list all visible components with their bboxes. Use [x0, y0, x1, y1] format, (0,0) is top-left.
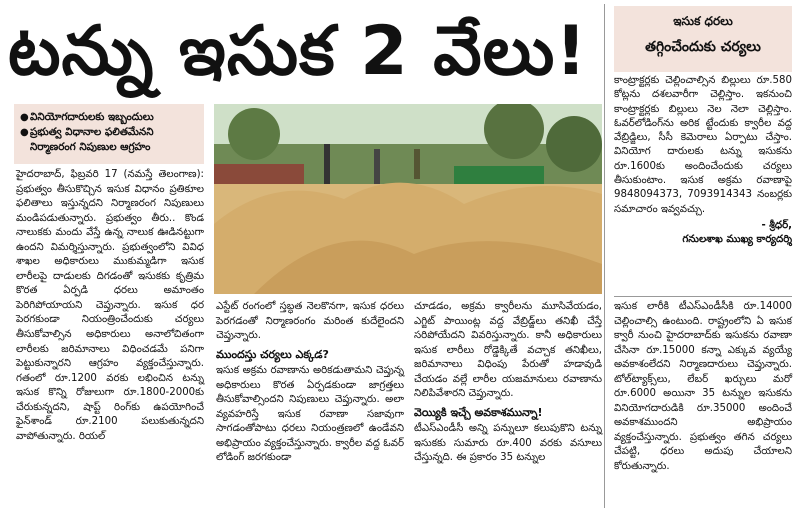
- sidebar-byrole: గనులశాఖ ముఖ్య కార్యదర్శి: [682, 234, 792, 246]
- sidebar-title-box: [614, 6, 792, 72]
- sidebar-paragraph: కాంట్రాక్టర్లకు చెల్లించాల్సిన బిల్లులు రూ.580 కోట్లను దశలవారీగా చెల్లిస్తాం. ఇకనుంచి కాంట్రాక్టర్లకు బిల్లులు నెల నెలా చెల్లిస్తాం. ఓవర్‌లోడింగ్‌ను అరిక ట్టేందుకు క్వారీల వద్ద వేబ్రిడ్జిలు, సీసీ కెమెరాలు ఏర్పాటు చేస్తాం. వినియోగ దారులకు టన్ను ఇసుకను రూ.1600కు అందించేందుకు చర్యలు తీసుకుంటాం. ఇసుక అక్రమ రవాణాపై 9848094373, 7093914343 నంబర్లకు సమాచారం ఇవ్వవచ్చు.: [614, 75, 792, 215]
- article-column-mid1: [216, 300, 404, 466]
- bullet-icon: ●: [20, 112, 29, 123]
- highlight-text: వినియోగదారులకు ఇబ్బందులు: [30, 111, 154, 123]
- article-column-right: ఇసుక లారీకి టీఎస్ఎండీసీకి రూ.14000 చెల్లించాల్సి ఉంటుంది. రాష్ట్రంలోని ఏ ఇసుక క్వారీ నుంచి హైదరాబాద్‌కు ఇసుకను రవాణా చేసినా రూ.15000 కన్నా ఎక్కువ వ్యయ్యే అవకాశంలేదని నిర్మాణదారులు చెప్తున్నారు. టోల్‌ట్యాక్స్‌లు, లేబర్ ఖర్చులు మరో రూ.6000 అయినా 35 టన్నుల ఇసుకను వినియోగదారుడికి రూ.35000 అందించే అవకాశముందని అభిప్రాయం వ్యక్తంచేస్తున్నారు. ప్రభుత్వం తగిన చర్యలు చేపట్టి, ధరలు అదుపు చేయాలని కోరుతున్నారు.: [614, 301, 792, 473]
- bullet-icon: ●: [20, 127, 29, 138]
- sand-photo: [214, 104, 602, 294]
- mid2-body: టీఎస్ఎండీసీ అన్ని పన్నులూ కలుపుకొని టన్ను ఇసుకకు సుమారు రూ.400 వరకు వసూలు చేస్తున్నది. ఈ ప్రకారం 35 టన్నుల: [414, 423, 602, 464]
- headline: టన్ను ఇసుక 2 వేలు!: [8, 12, 588, 91]
- sidebar-divider: [614, 296, 792, 297]
- mid1-body: ఇసుక అక్రమ రవాణాను అరికడుతామని చెప్తున్న అధికారులు కొరత ఏర్పడకుండా జాగ్రత్తలు తీసుకోవాల్సిందని నిపుణులు చెప్తున్నారు. అలా వ్యవహరిస్తే ఇసుక రవాణా సజావుగా సాగడంతోపాటు ధరలు నియంత్రణలో ఉండేవని అభిప్రాయం వ్యక్తంచేస్తున్నారు. క్వారీల వద్ద ఓవర్ లోడింగ్ జరగకుండా: [216, 365, 404, 464]
- highlight-item: [20, 110, 198, 125]
- highlight-text: ప్రభుత్వ విధానాల ఫలితమేనని నిర్మాణరంగ నిపుణుల ఆగ్రహం: [30, 126, 154, 153]
- mid1-intro: ఎస్టేట్ రంగంలో స్తబ్ధత నెలకొనగా, ఇసుక ధరలు పెరగడంతో నిర్మాణరంగం మరింత కుదేలైందని చెప్తున్నారు.: [216, 301, 404, 342]
- sidebar-title-line2: తగ్గించేందుకు చర్యలు: [645, 39, 761, 55]
- highlight-item: [20, 125, 198, 155]
- article-column-mid2: [414, 300, 602, 466]
- sidebar-text: [614, 74, 792, 248]
- highlights-box: [14, 104, 204, 164]
- subheading-precautions: ముందస్తు చర్యలు ఎక్కడ?: [216, 347, 329, 361]
- sidebar-title-line1: ఇసుక ధరలు: [673, 14, 733, 28]
- subheading-thousand: వెయ్యికి ఇచ్చే అవకాశమున్నా!: [414, 405, 543, 419]
- sand-photo-illustration: [214, 104, 602, 294]
- article-column-left: హైదరాబాద్, ఫిబ్రవరి 17 (నమస్తే తెలంగాణ): ప్రభుత్వం తీసుకొచ్చిన ఇసుక విధానం ప్రతికూల ఫలితాలు ఇస్తున్నదని నిర్మాణరంగ నిపుణులు మండిపడుతున్నారు. ప్రభుత్వం తీరు.. కొండ నాలుకకు మందు వేస్తే ఉన్న నాలుక ఊడినట్టుగా ఉందని విమర్శిస్తున్నారు. ప్రభుత్వంలోని వివిధ శాఖల అధికారులు ముకుమ్మడిగా ఇసుక లారీలపై దాడులకు దిగడంతో ఇసుకకు కృత్రిమ కొరత ఏర్పడి ధరలు అమాంతం పెరిగిపోయాయని చెప్తున్నారు. ఇసుక ధర పెరగకుండా నియంత్రించేందుకు చర్యలు తీసుకోవాల్సిన అధికారులు అనాలోచితంగా లారీలకు జరిమానాలు విధించడమే పనిగా పెట్టుకున్నారని ఆగ్రహం వ్యక్తంచేస్తున్నారు. గతంలో రూ.1200 వరకు లభించిన టన్ను ఇసుక కొన్ని రోజులుగా రూ.1800-2000కు చేరుకున్నదని, షాప్ట్ రింగ్‌కు ఉపయోగించే ఫైన్‌శాండ్ రూ.2100 పలుకుతున్నదని వాపోతున్నారు. రియల్: [16, 169, 204, 442]
- mid2-intro: చూడడం, అక్రమ క్వారీలను మూసివేయడం, ఎగ్జిట్ పాయింట్ల వద్ద వేబ్రిడ్జ్‌లు తనిఖీ చేస్తే సరిపోయేదని వివరిస్తున్నారు. కానీ అధికారులు ఇసుక లారీలు రోడ్డెక్కితే వచ్చాక తనిఖీలు, జరిమానాలు విధింపు పేరుతో హడావుడి చేయడం వల్లే లారీల యజమానులు రవాణాను నిలిపివేశారని చెప్తున్నారు.: [414, 301, 602, 400]
- column-divider: [604, 4, 605, 508]
- sidebar-byline: - శ్రీధర్,: [761, 219, 792, 231]
